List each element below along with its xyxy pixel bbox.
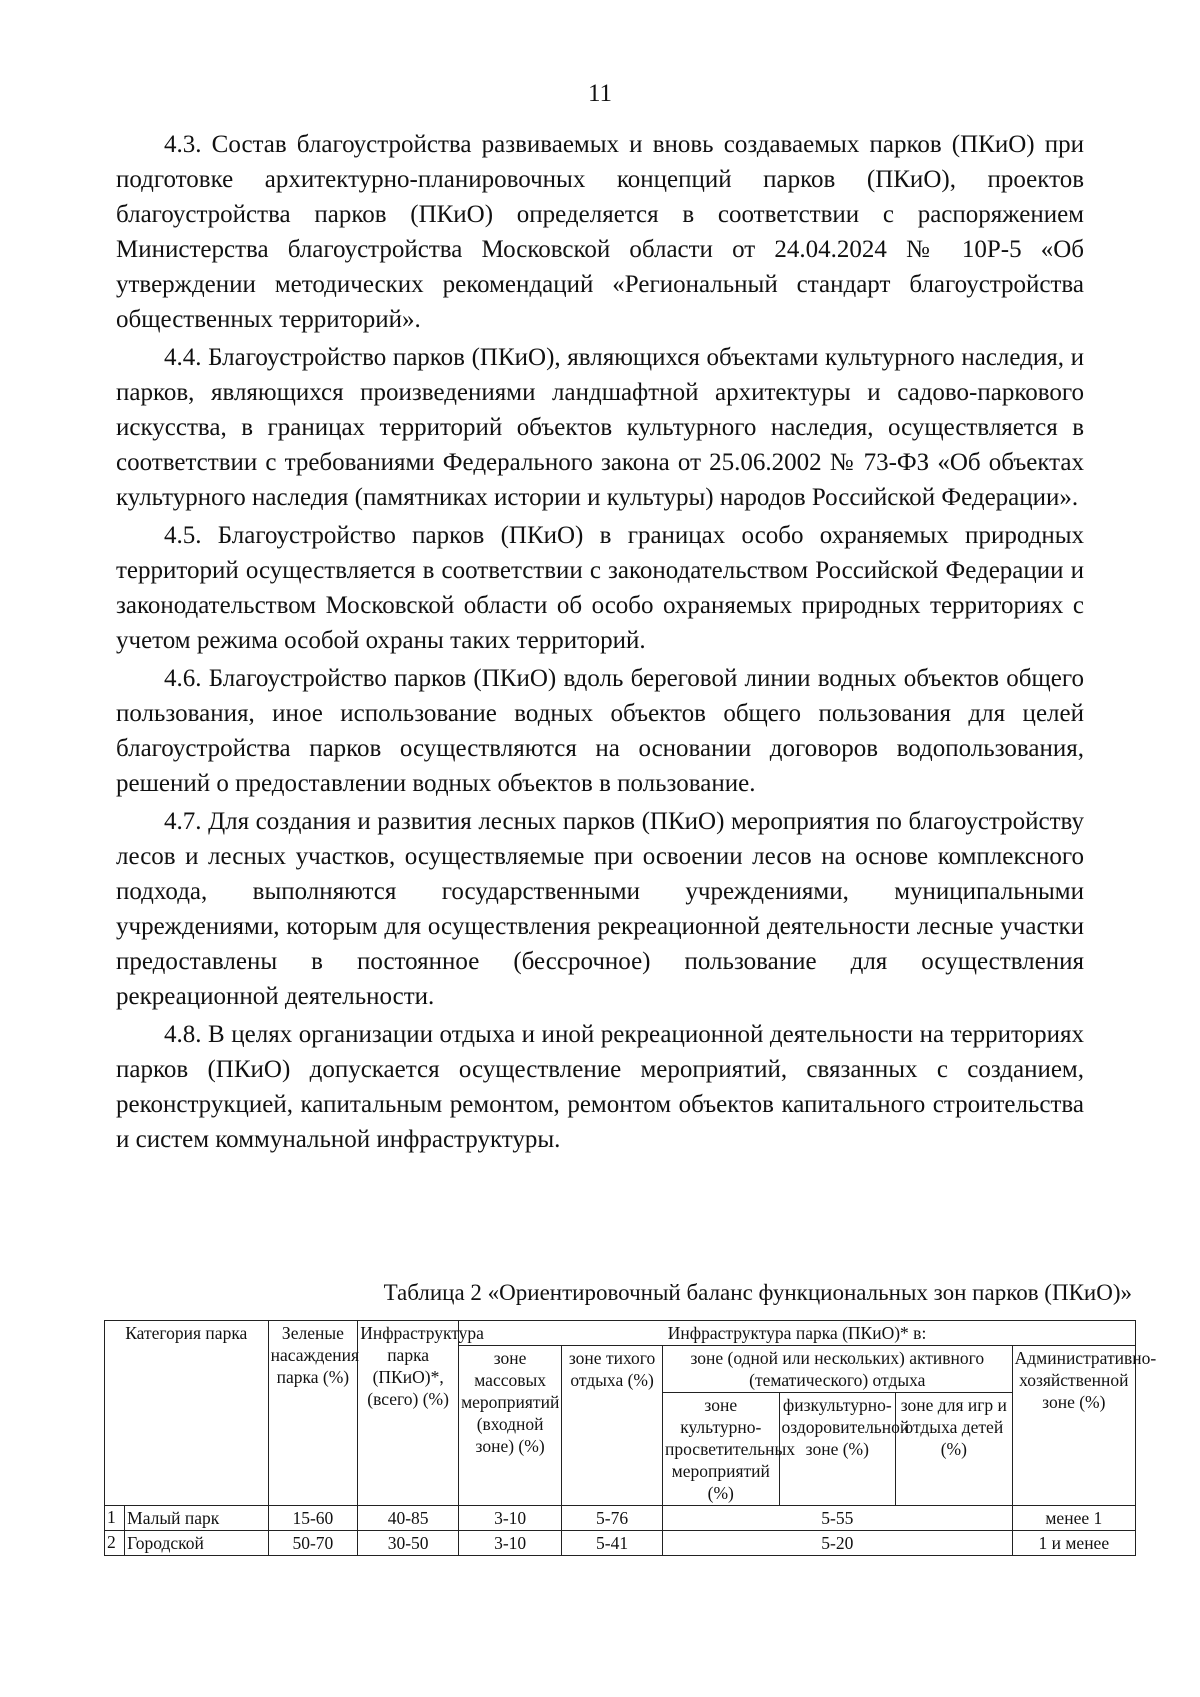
row-active: 5-20 <box>663 1531 1013 1556</box>
row-green: 50-70 <box>268 1531 358 1556</box>
table-row <box>105 1531 1136 1556</box>
header-mass: зоне массовых мероприятий (входной зоне) (%) <box>459 1346 562 1506</box>
paragraph-4-3: 4.3. Состав благоустройства развиваемых и вновь создаваемых парков (ПКиО) при подготовке архитектурно-планировочных концепций парков (ПКиО), проектов благоустройства парков (ПКиО) определяется в соответствии с распоряжением Министерства благоустройства Московской области от 24.04.2024 № 10Р-5 «Об утверждении методических рекомендаций «Региональный стандарт благоустройства общественных территорий». <box>116 131 1084 333</box>
row-mass: 3-10 <box>459 1506 562 1531</box>
paragraph-4-8: 4.8. В целях организации отдыха и иной рекреационной деятельности на территориях парков (ПКиО) допускается осуществление мероприятий, связанных с созданием, реконструкцией, капитальным ремонтом, ремонтом объектов капитального строительства и систем коммунальной инфраструктуры. <box>116 1021 1084 1153</box>
row-infra-total: 40-85 <box>358 1506 459 1531</box>
header-green: Зеленые насаждения парка (%) <box>268 1321 358 1506</box>
row-index: 2 <box>105 1531 125 1556</box>
functional-zones-table <box>104 1320 1157 1556</box>
paragraph-4-5: 4.5. Благоустройство парков (ПКиО) в границах особо охраняемых природных территорий осуществляется в соответствии с законодательством Российской Федерации и законодательством Московской области об особо охраняемых природных территориях с учетом режима особой охраны таких территорий. <box>116 522 1084 654</box>
header-quiet: зоне тихого отдыха (%) <box>562 1346 663 1506</box>
row-active: 5-55 <box>663 1506 1013 1531</box>
header-infra-total: Инфраструктура парка (ПКиО)*, (всего) (%) <box>358 1321 459 1506</box>
row-quiet: 5-41 <box>562 1531 663 1556</box>
page-number: 11 <box>587 80 613 107</box>
row-admin: 1 и менее <box>1012 1531 1135 1556</box>
row-mass: 3-10 <box>459 1531 562 1556</box>
header-cultural: зоне культурно-просветительных мероприятий (%) <box>663 1393 780 1506</box>
row-green: 15-60 <box>268 1506 358 1531</box>
paragraph-4-6: 4.6. Благоустройство парков (ПКиО) вдоль береговой линии водных объектов общего пользования, иное использование водных объектов общего пользования для целей благоустройства парков осуществляются на основании договоров водопользования, решений о предоставлении водных объектов в пользование. <box>116 665 1084 797</box>
header-category: Категория парка <box>105 1321 269 1506</box>
header-infra-in: Инфраструктура парка (ПКиО)* в: <box>459 1321 1136 1346</box>
table-caption: Таблица 2 «Ориентировочный баланс функциональных зон парков (ПКиО)» <box>383 1280 1132 1305</box>
document-body <box>116 127 1084 1160</box>
paragraph-4-4: 4.4. Благоустройство парков (ПКиО), являющихся объектами культурного наследия, и парков, являющихся произведениями ландшафтной архитектуры и садово-паркового искусства, в границах территорий объектов культурного наследия, осуществляется в соответствии с требованиями Федерального закона от 25.06.2002 № 73-ФЗ «Об объектах культурного наследия (памятниках истории и культуры) народов Российской Федерации». <box>116 344 1084 511</box>
paragraph-4-7: 4.7. Для создания и развития лесных парков (ПКиО) мероприятия по благоустройству лесов и лесных участков, осуществляемые при освоении лесов на основе комплексного подхода, выполняются государственными учреждениями, муниципальными учреждениями, которым для осуществления рекреационной деятельности лесные участки предоставлены в постоянное (бессрочное) пользование для осуществления рекреационной деятельности. <box>116 808 1084 1010</box>
table-header-row-1 <box>105 1321 1136 1346</box>
row-infra-total: 30-50 <box>358 1531 459 1556</box>
header-sport: физкультурно-оздоровительной зоне (%) <box>779 1393 896 1506</box>
header-kids: зоне для игр и отдыха детей (%) <box>896 1393 1013 1506</box>
row-category: Городской <box>125 1531 268 1556</box>
row-admin: менее 1 <box>1012 1506 1135 1531</box>
table-row <box>105 1506 1136 1531</box>
header-admin: Административно-хозяйственной зоне (%) <box>1012 1346 1135 1506</box>
row-index: 1 <box>105 1506 125 1531</box>
header-active: зоне (одной или нескольких) активного (тематического) отдыха <box>663 1346 1013 1393</box>
row-quiet: 5-76 <box>562 1506 663 1531</box>
row-category: Малый парк <box>125 1506 268 1531</box>
